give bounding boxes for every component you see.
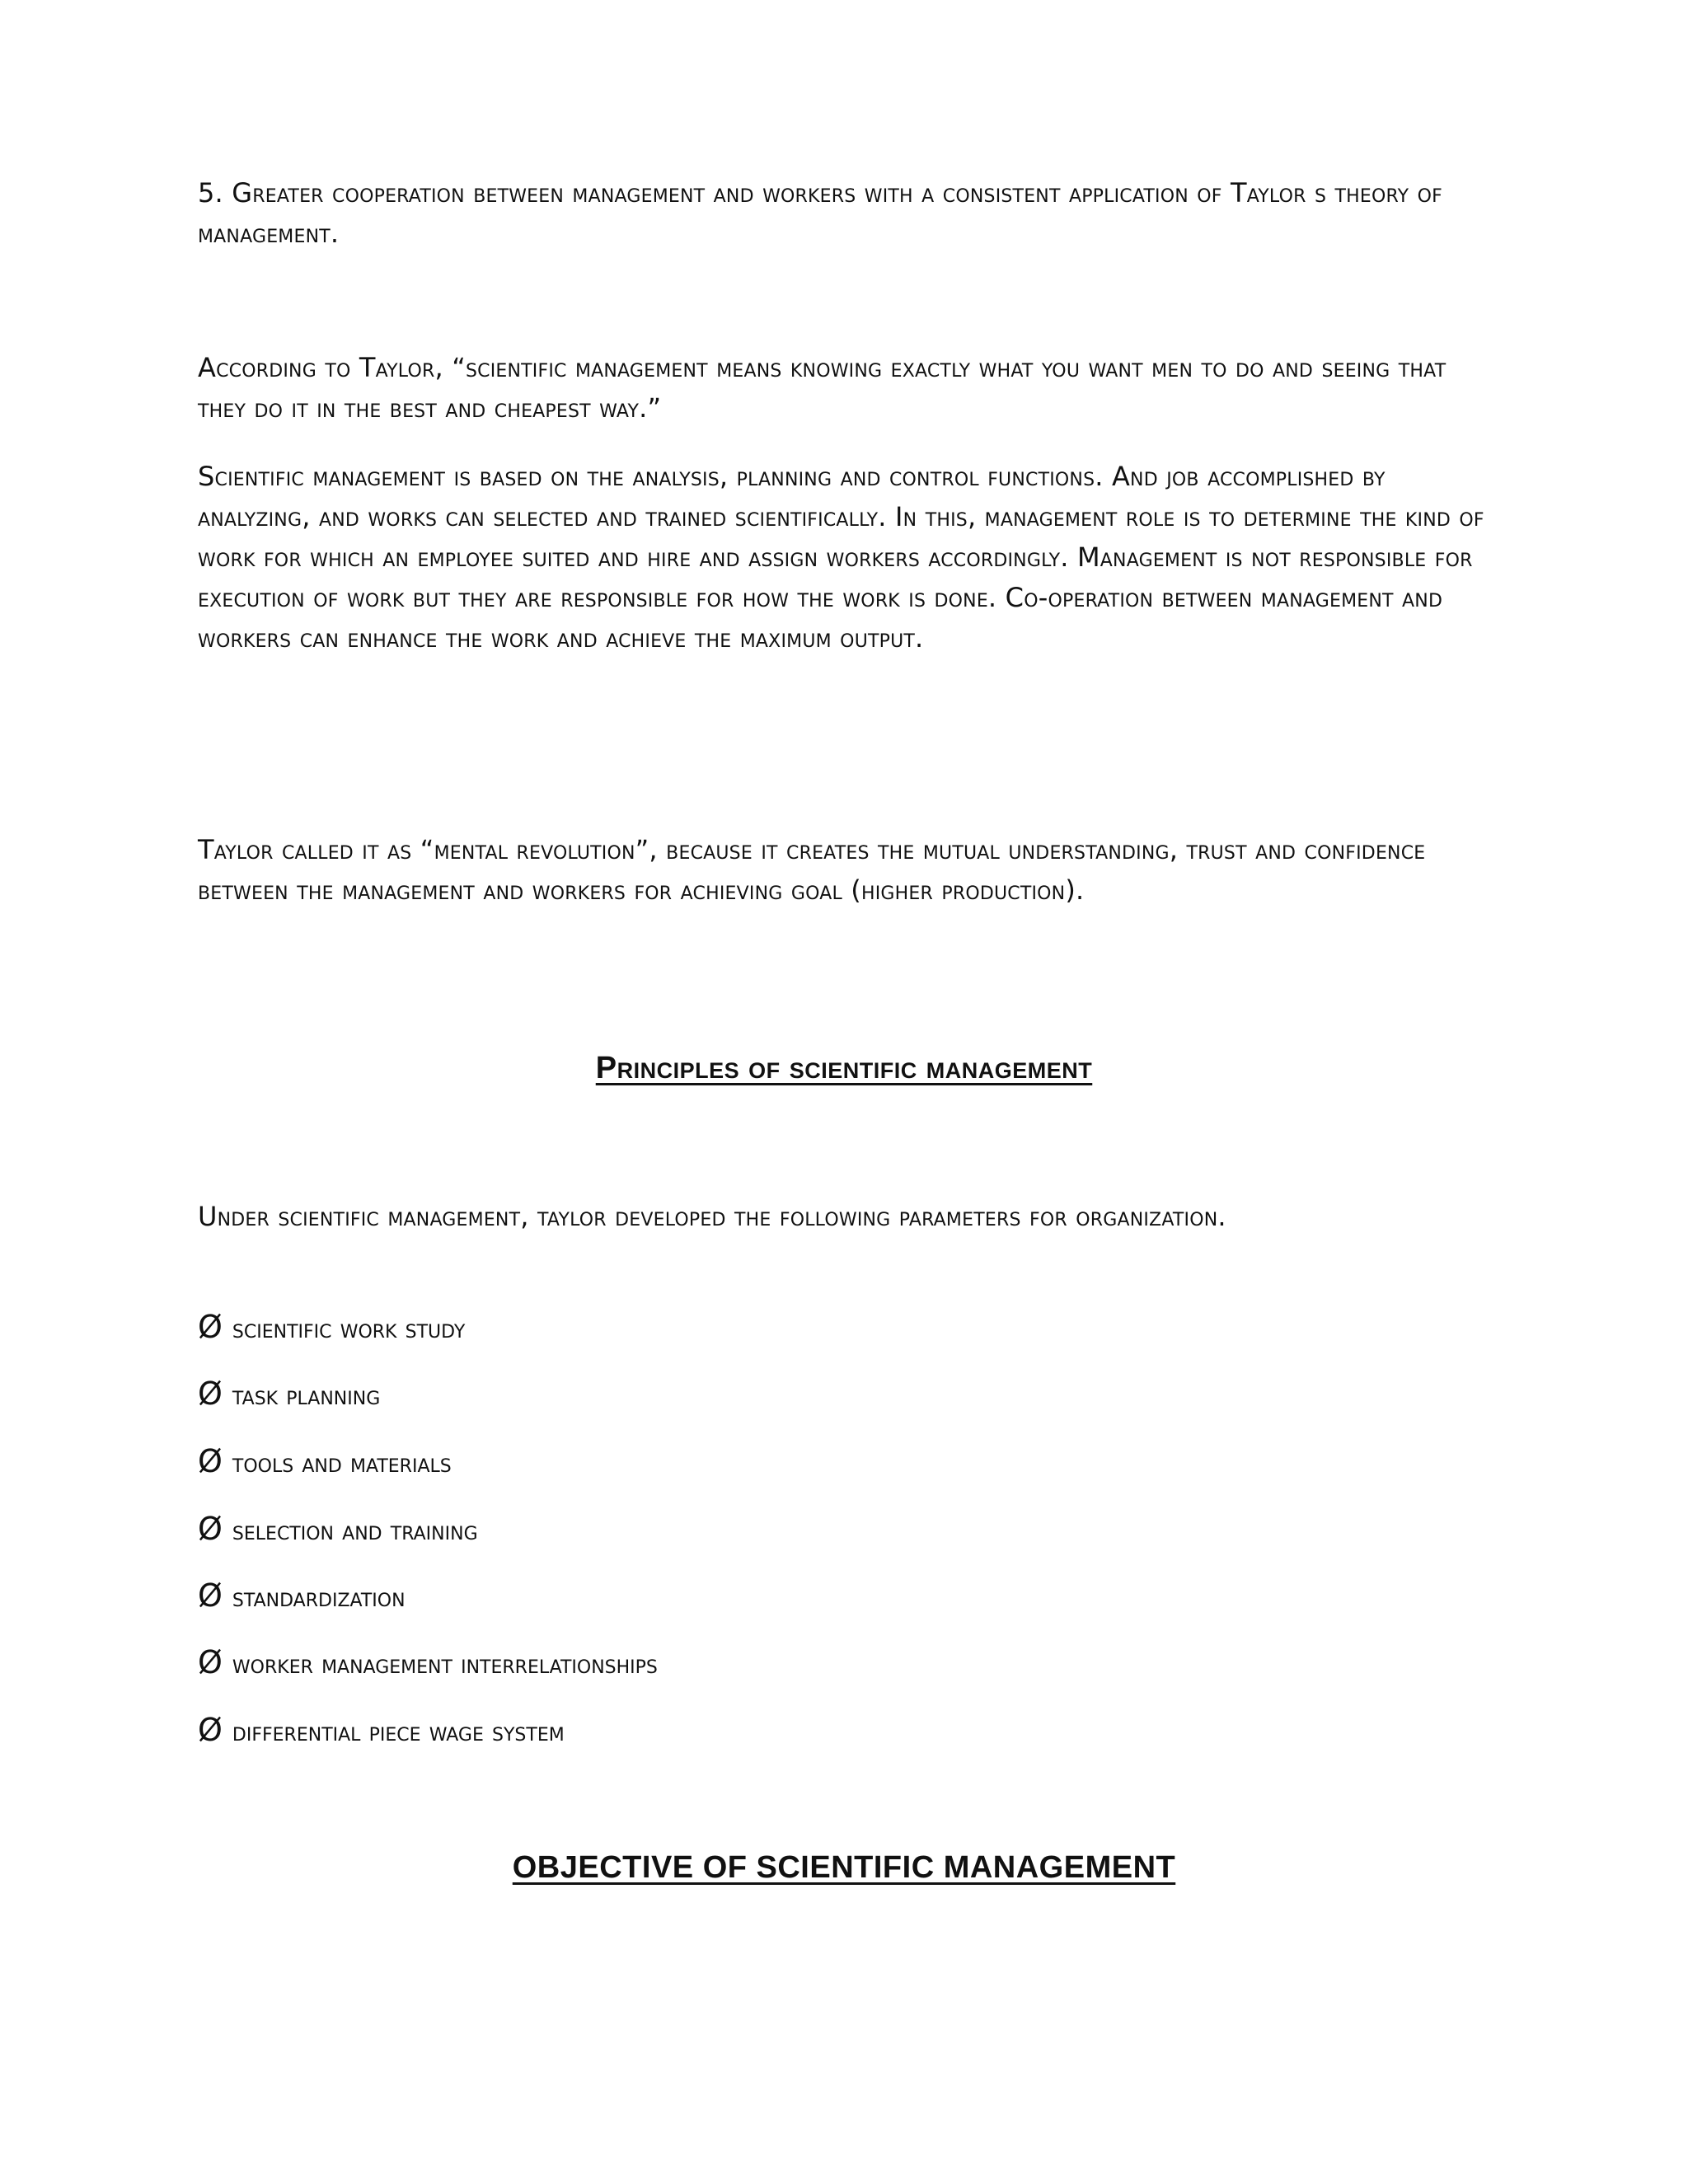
heading-principles-text: Principles of scientific management (595, 1051, 1093, 1085)
list-item-text: differential piece wage system (232, 1716, 565, 1747)
bullet-symbol: Ø (198, 1511, 223, 1547)
list-item-text: selection and training (232, 1515, 478, 1546)
paragraph-mental-revolution: Taylor called it as “mental revolution”, because it creates the mutual understanding, trust and confidence between the management and workers for achieving goal (higher production). (198, 834, 1426, 906)
list-item (198, 1512, 478, 1547)
list-item-text: tools and materials (232, 1447, 452, 1479)
heading-principles (0, 1051, 1688, 1086)
paragraph-greater-cooperation: 5. Greater cooperation between management and workers with a consistent application of Taylor s theory of management. (198, 177, 1442, 249)
list-item-text: task planning (232, 1380, 381, 1411)
bullet-symbol: Ø (198, 1443, 223, 1479)
bullet-symbol: Ø (198, 1577, 223, 1614)
paragraph-parameters-intro: Under scientific management, taylor developed the following parameters for organization. (198, 1201, 1226, 1232)
paragraph-scientific-management-basis: Scientific management is based on the analysis, planning and control functions. And job accomplished by analyzing, and works can selected and trained scientifically. In this, management role is to determine the kind of work for which an employee suited and hire and assign workers accordingly. Management is not responsible for execution of work but they are responsible for how the work is done. Co-operation between management and workers can enhance the work and achieve the maximum output. (198, 461, 1484, 654)
list-item-text: standardization (232, 1582, 406, 1613)
bullet-symbol: Ø (198, 1376, 223, 1412)
list-item (198, 1377, 380, 1412)
heading-objective (0, 1850, 1688, 1886)
bullet-symbol: Ø (198, 1712, 223, 1748)
paragraph-taylor-definition: According to Taylor, “scientific management means knowing exactly what you want men to do and seeing that they do it in the best and cheapest way.” (198, 352, 1447, 424)
list-item-text: worker management interrelationships (232, 1648, 658, 1680)
list-item (198, 1445, 452, 1479)
bullet-symbol: Ø (198, 1644, 223, 1680)
heading-objective-text: OBJECTIVE OF SCIENTIFIC MANAGEMENT (512, 1850, 1176, 1885)
list-item-text: scientific work study (232, 1313, 466, 1344)
list-item (198, 1310, 465, 1345)
list-item (198, 1646, 658, 1680)
bullet-symbol: Ø (198, 1309, 223, 1345)
list-item (198, 1579, 406, 1614)
list-item (198, 1713, 565, 1748)
